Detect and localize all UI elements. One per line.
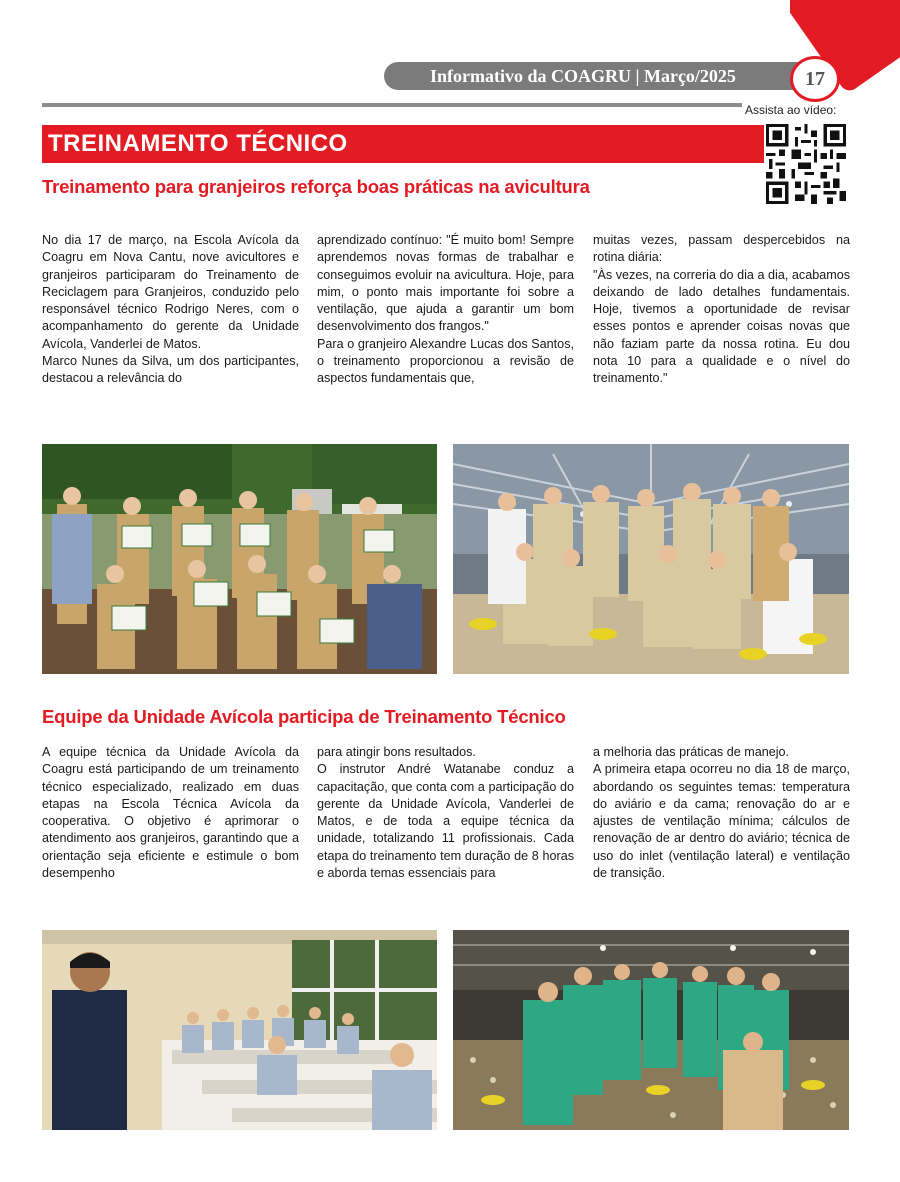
photo-outdoor-group [42,444,437,674]
qr-caption: Assista ao vídeo: [745,103,837,117]
qr-code-icon[interactable] [766,124,846,204]
article2-column-3 [593,744,850,882]
photo-aviary-group [453,444,849,674]
paragraph: a melhoria das práticas de manejo. [593,745,790,759]
photo-team-aviary [453,930,849,1130]
paragraph: Marco Nunes da Silva, um dos participantes, destacou a relevância do [42,354,299,386]
page-number: 17 [790,56,840,102]
paragraph: Para o granjeiro Alexandre Lucas dos Santos, o treinamento proporcionou a revisão de aspectos fundamentais que, [317,336,574,386]
article2-column-2 [317,744,574,882]
article1-column-3 [593,232,850,388]
paragraph: para atingir bons resultados. [317,745,476,759]
paragraph: A equipe técnica da Unidade Avícola da Coagru está participando de um treinamento técnico especializado, realizado em duas etapas na Escola Técnica Avícola da cooperativa. O objetivo é aprimorar o atendimento aos granjeiros, garantindo que a orientação seja eficiente e estimule o bom desempenho [42,745,299,881]
article1-column-1 [42,232,299,388]
photo-classroom [42,930,437,1130]
paragraph: "Às vezes, na correria do dia a dia, acabamos deixando de lado detalhes fundamentais. Hoje, tivemos a oportunidade de revisar esses pontos e aprender coisas novas que não faziam parte da nossa rotina. Eu dou nota 10 para a qualidade e o nível do treinamento." [593,267,850,386]
article2-headline: Equipe da Unidade Avícola participa de Treinamento Técnico [42,706,566,727]
paragraph: No dia 17 de março, na Escola Avícola da Coagru em Nova Cantu, nove avicultores e granjeiros participaram do Treinamento de Reciclagem para Granjeiros, conduzido pelo responsável técnico Rodrigo Neres, com o acompanhamento do gerente da Unidade Avícola, Vanderlei de Matos. [42,233,299,351]
paragraph: aprendizado contínuo: "É muito bom! Sempre aprendemos novas formas de trabalhar e conseguimos evoluir na avicultura. Hoje, para mim, o ponto mais importante foi sobre a ventilação, que ajuda a garantir um bom desenvolvimento dos frangos." [317,233,574,334]
article1-column-2 [317,232,574,388]
paragraph: muitas vezes, passam despercebidos na rotina diária: [593,233,850,265]
article1-headline: Treinamento para granjeiros reforça boas práticas na avicultura [42,176,590,197]
paragraph: A primeira etapa ocorreu no dia 18 de março, abordando os seguintes temas: temperatura do aviário e da cama; renovação do ar e ajustes de ventilação mínima; cálculos de renovação de ar dentro do aviário; técnica de uso do inlet (ventilação lateral) e ventilação de transição. [593,762,850,881]
article2-column-1 [42,744,299,882]
paragraph: O instrutor André Watanabe conduz a capacitação, que conta com a participação do gerente da Unidade Avícola, Vanderlei de Matos, e de toda a equipe técnica da unidade, totalizando 11 profissionais. Cada etapa do treinamento tem duração de 8 horas e aborda temas essenciais para [317,762,574,881]
publication-title: Informativo da COAGRU | Março/2025 [430,66,736,86]
section-title: TREINAMENTO TÉCNICO [48,130,348,157]
header-divider [42,103,742,107]
